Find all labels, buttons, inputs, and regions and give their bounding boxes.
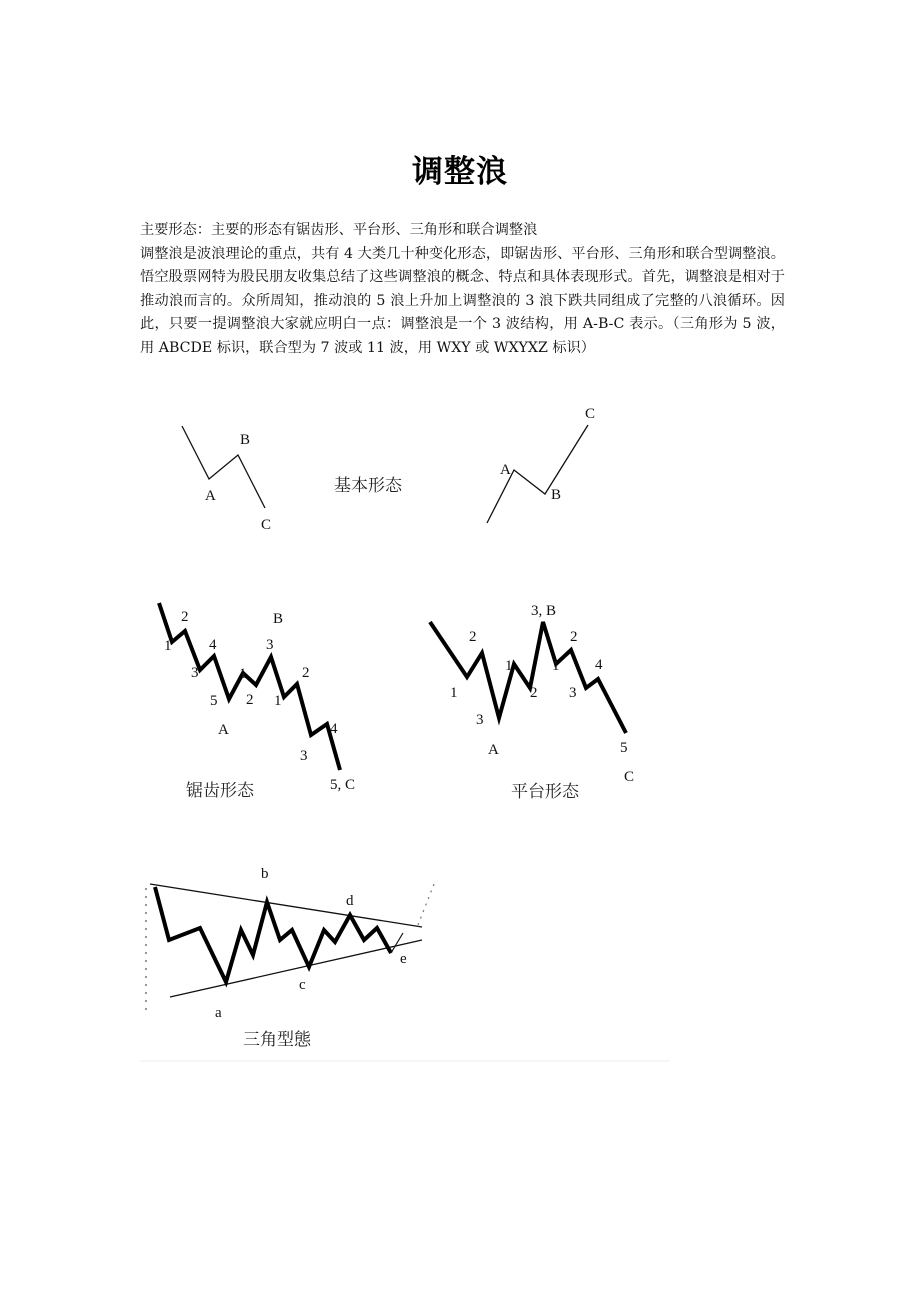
label-a: A (500, 462, 511, 478)
label-a: A (205, 488, 216, 504)
basic-down-wave-line (182, 426, 265, 508)
label-3: 3 (266, 637, 274, 653)
label-3-b: 3, B (531, 603, 557, 619)
label-e: e (400, 951, 407, 967)
triangle-wave-line (155, 887, 391, 982)
flat-form-diagram (430, 603, 634, 802)
label-c: C (624, 769, 635, 785)
flat-form-caption: 平台形态 (511, 782, 579, 802)
label-4: 4 (595, 657, 603, 673)
label-2: 2 (570, 629, 578, 645)
basic-form-caption: 基本形态 (334, 476, 402, 496)
paragraph-main-forms: 主要形态：主要的形态有锯齿形、平台形、三角形和联合调整浪 (140, 222, 538, 238)
zigzag-form-caption: 锯齿形态 (186, 781, 254, 801)
triangle-form-caption: 三角型態 (243, 1030, 311, 1050)
label-b: B (273, 611, 284, 627)
label-2: 2 (302, 665, 310, 681)
basic-form-diagram (182, 406, 595, 533)
label-1: 1 (239, 666, 247, 682)
label-2: 2 (469, 629, 477, 645)
label-3: 3 (476, 712, 484, 728)
label-3: 3 (569, 685, 577, 701)
label-5: 5 (210, 693, 218, 709)
label-4: 4 (209, 637, 217, 653)
label-d: d (346, 893, 354, 909)
label-3: 3 (191, 665, 199, 681)
label-a: A (488, 742, 499, 758)
label-5-c: 5, C (330, 777, 356, 793)
label-1: 1 (450, 685, 458, 701)
label-c: c (299, 977, 306, 993)
label-3: 3 (300, 748, 308, 764)
zigzag-form-diagram (159, 603, 355, 801)
triangle-breakout-dotted (418, 884, 434, 925)
label-5: 5 (620, 740, 628, 756)
label-2: 2 (181, 609, 189, 625)
label-a: a (215, 1005, 222, 1021)
label-2: 2 (530, 685, 538, 701)
label-a: A (218, 722, 229, 738)
label-4: 4 (330, 721, 338, 737)
label-b: B (551, 487, 562, 503)
label-2: 2 (246, 692, 254, 708)
label-1: 1 (505, 658, 513, 674)
label-b: b (261, 866, 269, 882)
label-1: 1 (164, 638, 172, 654)
label-1: 1 (274, 693, 282, 709)
triangle-e-extension-line (391, 933, 403, 953)
paragraph-description: 调整浪是波浪理论的重点，共有 4 大类几十种变化形态，即锯齿形、平台形、三角形和联合型调整浪。悟空股票网特为股民朋友收集总结了这些调整浪的概念、特点和具体表现形式。首先，调整浪是相对于推动浪而言的。众所周知，推动浪的 5 浪上升加上调整浪的 3 浪下跌共同组成了完整的八浪循环。因此，只要一提调整浪大家就应明白一点：调整浪是一个 3 波结构，用 A-B-C 表示。（三角形为 5 波，用 ABCDE 标识，联合型为 7 波或 11 波，用 WXY 或 WXYXZ 标识） (140, 245, 785, 356)
zigzag-wave-line (159, 603, 340, 770)
page-title: 调整浪 (412, 154, 508, 190)
label-c: C (585, 406, 596, 422)
label-c: C (261, 517, 272, 533)
flat-wave-line (430, 622, 626, 733)
triangle-form-diagram (140, 866, 670, 1061)
label-1: 1 (552, 658, 560, 674)
triangle-upper-boundary (150, 884, 422, 927)
label-b: B (240, 432, 251, 448)
